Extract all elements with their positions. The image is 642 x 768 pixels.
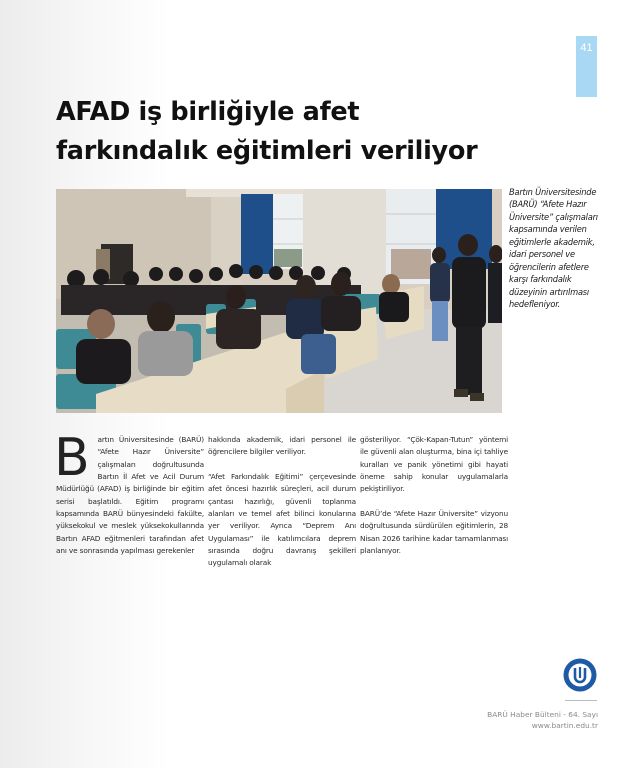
article-title: AFAD iş birliğiyle afet farkındalık eğitimleri veriliyor	[56, 97, 478, 166]
footer-divider	[565, 700, 597, 701]
article-paragraph-2-end: gösteriliyor. “Çök-Kapan-Tutun” yöntemi ile güvenli alan oluşturma, bina içi tahliye kuralları ve panik yönetimi gibi hayati öneme sahip konular uygulamalarla pekiştiriliyor.	[360, 435, 508, 494]
publication-name: BARÜ Haber Bülteni - 64. Sayı	[487, 710, 598, 719]
article-paragraph-1-start	[54, 428, 204, 557]
article-column-1	[54, 428, 204, 570]
classroom-photo-illustration	[56, 189, 502, 413]
article-photo	[56, 189, 502, 413]
page-number: 41	[580, 42, 593, 54]
article-paragraph-3: BARÜ’de “Afete Hazır Üniversite” vizyonu doğrultusunda sürdürülen eğitimlerin, 28 Nisan 2026 tarihine kadar tamamlanması planlanıyor.	[360, 509, 508, 556]
article-column-3	[360, 434, 508, 570]
bartin-university-seal-icon	[563, 658, 597, 692]
article-paragraph-1-end: hakkında akademik, idari personel ile öğrencilere bilgiler veriliyor.	[208, 435, 356, 457]
website-link[interactable]: www.bartin.edu.tr	[531, 721, 598, 730]
drop-cap: B	[54, 428, 90, 488]
article-paragraph-2-start: “Afet Farkındalık Eğitimi” çerçevesinde afet öncesi hazırlık süreçleri, acil durum çantası hazırlığı, güvenli toplanma alanları ve temel afet bilinci konularına yer veriliyor. Ayrıca “Deprem Anı Uygulaması” ile katılımcılara deprem sırasında doğru davranış şekilleri uygulamalı olarak	[208, 472, 356, 568]
sidebar-quote: Bartın Üniversitesinde (BARÜ) “Afete Hazır Üniversite” çalışmaları kapsamında verilen eğitimlerle akademik, idari personel ve öğrencilerin afetlere karşı farkındalık düzeyinin artırılması hedefleniyor.	[509, 187, 598, 311]
article-column-2	[208, 434, 356, 582]
paragraph-text: artın Üniversitesinde (BARÜ) “Afete Hazır Üniversite” çalışmaları doğrultusunda Bartın İl Afet ve Acil Durum Müdürlüğü (AFAD) iş birliğinde bir eğitim serisi başlatıldı. Eğitim programı kapsamında BARÜ bünyesindeki fakülte, yüksekokul ve meslek yüksekokullarında Bartın AFAD eğitmenleri tarafından afet anı ve sonrasında yapılması gerekenler	[56, 435, 204, 556]
